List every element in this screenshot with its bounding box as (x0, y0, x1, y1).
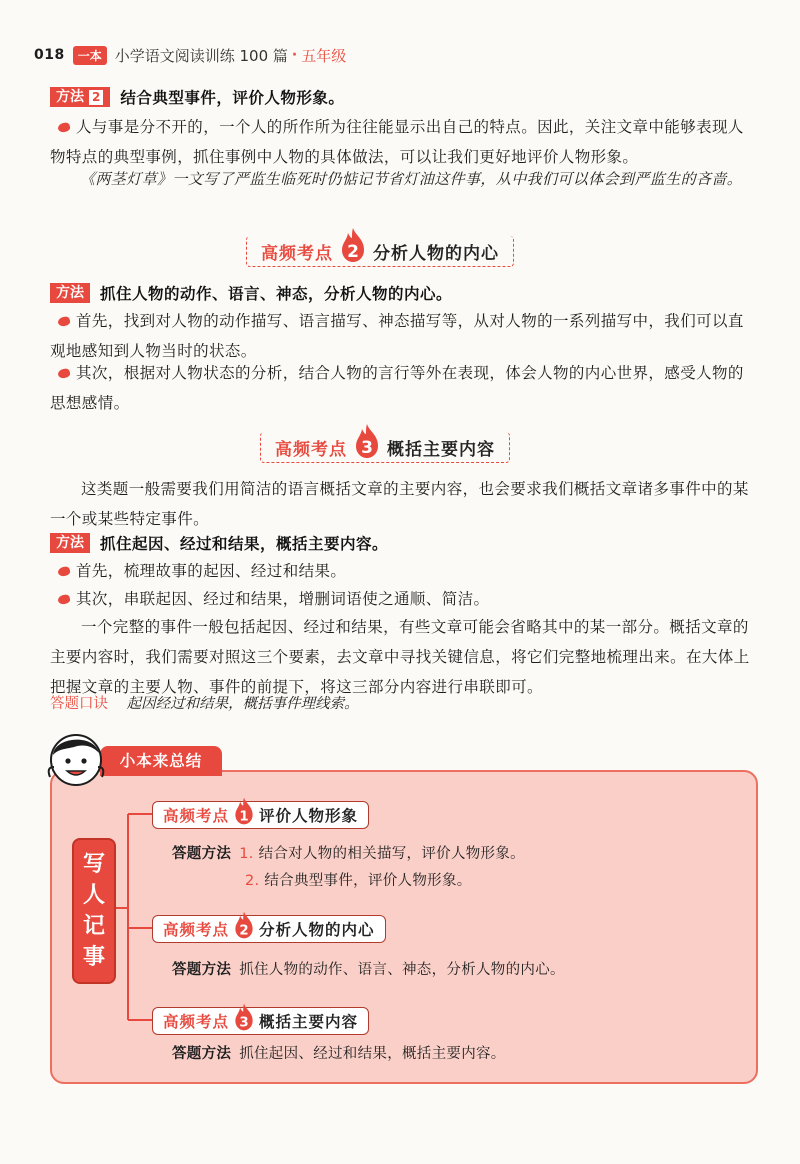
book-title: 小学语文阅读训练 100 篇 (114, 46, 288, 65)
flame-number-icon (233, 796, 255, 826)
tip-label: 答题口诀 (50, 696, 108, 712)
tip-text: 起因经过和结果，概括事件理线索。 (126, 696, 359, 712)
svg-text:3: 3 (361, 438, 373, 458)
section-name: 分析人物的内心 (373, 243, 499, 264)
summary-item-3-line: 答题方法 抓住起因、经过和结果，概括主要内容。 (172, 1046, 506, 1062)
section-2-method-row (50, 282, 452, 304)
svg-text:2: 2 (239, 923, 249, 939)
grade-label: 五年级 (301, 46, 347, 65)
summary-tab: 小本来总结 (100, 746, 222, 776)
brand-logo: 一本 (73, 46, 107, 65)
bullet-icon (57, 566, 71, 578)
method-number: 2 (88, 89, 104, 106)
mascot-avatar-icon (44, 727, 108, 791)
section-2-bullet-2: 其次，根据对人物状态的分析，结合人物的言行等外在表现，体会人物的内心世界，感受人物的思想感情。 (50, 364, 744, 412)
section-3-intro: 这类题一般需要我们用简洁的语言概括文章的主要内容，也会要求我们概括文章诸多事件中的某一个或某些特定事件。 (50, 480, 749, 528)
section-3-bullet-2: 其次，串联起因、经过和结果，增删词语使之通顺、简洁。 (50, 584, 756, 614)
bullet-icon (57, 316, 71, 328)
method-tag: 方法 (50, 283, 90, 303)
page-number: 018 (34, 47, 65, 63)
page-header (34, 44, 346, 66)
flame-number-icon (353, 423, 381, 459)
section-2-title (246, 236, 514, 267)
method-text: 结合典型事件，评价人物形象。 (120, 89, 345, 107)
summary-item-1-line-2: 2. 结合典型事件，评价人物形象。 (245, 873, 472, 889)
svg-text:2: 2 (347, 242, 359, 262)
section-name: 概括主要内容 (387, 439, 495, 460)
method-tag: 方法 (50, 533, 90, 553)
section-3-bullet-1: 首先，梳理故事的起因、经过和结果。 (50, 556, 756, 586)
section-3-paragraph: 一个完整的事件一般包括起因、经过和结果，有些文章可能会省略其中的某一部分。概括文章的主要内容时，我们需要对照这三个要素，去文章中寻找关键信息，将它们完整地梳理出来。在大体上把握文章的主要人物、事件的前提下，将这三部分内容进行串联即可。 (50, 618, 750, 696)
svg-text:3: 3 (239, 1015, 249, 1031)
summary-item-2-title: 高频考点 2 分析人物的内心 (152, 915, 386, 943)
bullet-icon (57, 122, 71, 134)
section-label: 高频考点 (275, 439, 347, 460)
summary-item-2-line: 答题方法 抓住人物的动作、语言、神态，分析人物的内心。 (172, 962, 565, 978)
summary-item-3-title: 高频考点 3 概括主要内容 (152, 1007, 369, 1035)
flame-number-icon (339, 227, 367, 263)
summary-item-1-line-1: 答题方法 1. 结合对人物的相关描写，评价人物形象。 (172, 846, 525, 862)
section-3-method-row (50, 532, 388, 554)
method-text: 抓住人物的动作、语言、神态，分析人物的内心。 (100, 285, 453, 303)
flame-number-icon (233, 1002, 255, 1032)
method-tag: 方法 2 (50, 87, 110, 107)
summary-vertical-title: 写 人 记 事 (72, 838, 116, 984)
method-2-bullet: 人与事是分不开的，一个人的所作所为往往能显示出自己的特点。因此，关注文章中能够表现人物特点的典型事例，抓住事例中人物的具体做法，可以让我们更好地评价人物形象。 (50, 118, 744, 166)
method-text: 抓住起因、经过和结果，概括主要内容。 (100, 535, 389, 553)
section-2-bullet-1: 首先，找到对人物的动作描写、语言描写、神态描写等，从对人物的一系列描写中，我们可以直观地感知到人物当时的状态。 (50, 312, 744, 360)
section-3-title (260, 432, 510, 463)
svg-text:1: 1 (239, 809, 249, 825)
flame-number-icon (233, 910, 255, 940)
bullet-icon (57, 368, 71, 380)
method-2-row (50, 86, 344, 108)
method-2-example: 《两茎灯草》一文写了严监生临死时仍惦记节省灯油这件事，从中我们可以体会到严监生的吝啬。 (80, 170, 743, 188)
answer-tip (50, 692, 359, 716)
summary-item-1-title: 高频考点 1 评价人物形象 (152, 801, 369, 829)
section-label: 高频考点 (261, 243, 333, 264)
header-separator: · (291, 47, 298, 63)
bullet-icon (57, 594, 71, 606)
